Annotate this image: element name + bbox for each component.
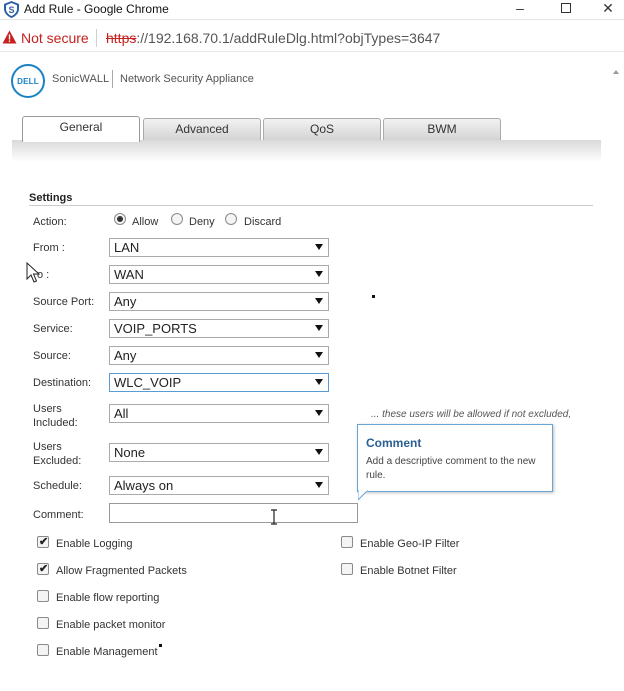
source-port-value: Any [114, 294, 137, 309]
chevron-down-icon [315, 410, 323, 416]
checkbox-enable-management-label: Enable Management [56, 646, 158, 658]
minimize-button[interactable]: – [516, 0, 524, 16]
service-label: Service: [33, 323, 73, 335]
checkbox-enable-logging[interactable] [37, 536, 49, 548]
window-title: Add Rule - Google Chrome [24, 2, 169, 16]
tab-general[interactable]: General [22, 116, 140, 142]
chevron-down-icon [315, 325, 323, 331]
users-excluded-select[interactable] [109, 443, 329, 462]
destination-value: WLC_VOIP [114, 375, 182, 390]
brand-separator [112, 70, 113, 88]
radio-deny[interactable] [171, 213, 183, 225]
users-included-hint: ... these users will be allowed if not excluded, [371, 409, 572, 420]
destination-select[interactable] [109, 373, 329, 392]
chevron-down-icon [315, 379, 323, 385]
users-excluded-value: None [114, 445, 146, 460]
window-titlebar [0, 0, 624, 20]
shield-app-icon [4, 1, 19, 18]
radio-discard-label: Discard [244, 216, 282, 228]
service-value: VOIP_PORTS [114, 321, 197, 336]
ibeam-cursor-icon [269, 509, 279, 525]
tab-bwm[interactable]: BWM [383, 118, 501, 140]
chevron-down-icon [315, 352, 323, 358]
checkbox-flow-reporting[interactable] [37, 590, 49, 602]
checkbox-enable-logging-label: Enable Logging [56, 538, 133, 550]
product-subtitle: Network Security Appliance [120, 73, 254, 85]
schedule-select[interactable] [109, 476, 329, 495]
address-bar[interactable] [0, 24, 624, 52]
source-select[interactable] [109, 346, 329, 365]
to-label: o : [37, 269, 50, 281]
users-excluded-label-line2: Excluded: [33, 455, 82, 467]
checkbox-botnet-filter[interactable] [341, 563, 353, 575]
address-separator [96, 29, 97, 47]
security-status[interactable]: Not secure [21, 30, 89, 46]
dell-logo-text: DELL [17, 77, 39, 86]
tab-qos[interactable]: QoS [263, 118, 381, 140]
source-port-label: Source Port: [33, 296, 95, 308]
destination-label: Destination: [33, 377, 92, 389]
source-port-select[interactable] [109, 292, 329, 311]
chevron-down-icon [315, 482, 323, 488]
dell-logo [11, 64, 45, 98]
chevron-down-icon [315, 244, 323, 250]
tab-advanced[interactable]: Advanced [143, 118, 261, 140]
source-value: Any [114, 348, 137, 363]
check-icon: ✔ [39, 536, 49, 548]
tooltip-title: Comment [366, 436, 422, 450]
checkbox-allow-fragmented-label: Allow Fragmented Packets [56, 565, 187, 577]
source-label: Source: [33, 350, 71, 362]
users-included-value: All [114, 406, 129, 421]
close-button[interactable]: ✕ [602, 0, 614, 16]
chevron-down-icon [315, 449, 323, 455]
checkbox-flow-reporting-label: Enable flow reporting [56, 592, 160, 604]
product-name: SonicWALL [52, 73, 110, 85]
from-select[interactable] [109, 238, 329, 257]
checkbox-geo-ip-filter-label: Enable Geo-IP Filter [360, 538, 460, 550]
checkbox-enable-management[interactable] [37, 644, 49, 656]
checkbox-packet-monitor[interactable] [37, 617, 49, 629]
from-label: From : [33, 242, 65, 254]
tooltip-body: Add a descriptive comment to the new rule. [366, 456, 536, 481]
schedule-value: Always on [114, 478, 174, 493]
comment-label: Comment: [33, 509, 84, 521]
radio-deny-label: Deny [189, 216, 215, 228]
section-divider [29, 205, 593, 206]
radio-allow[interactable] [114, 213, 126, 225]
checkbox-geo-ip-filter[interactable] [341, 536, 353, 548]
tooltip-tail [358, 490, 368, 500]
render-artifact [372, 295, 375, 298]
users-excluded-label-line1: Users [33, 441, 62, 453]
to-select[interactable] [109, 265, 329, 284]
service-select[interactable] [109, 319, 329, 338]
chevron-down-icon [315, 271, 323, 277]
scrollbar[interactable] [612, 70, 620, 670]
comment-tooltip [357, 424, 553, 492]
url-text[interactable] [106, 30, 440, 46]
schedule-label: Schedule: [33, 480, 82, 492]
section-title-settings: Settings [29, 192, 73, 204]
svg-text:S: S [8, 5, 15, 15]
checkbox-botnet-filter-label: Enable Botnet Filter [360, 565, 457, 577]
render-artifact [159, 644, 162, 647]
maximize-button[interactable] [546, 0, 586, 18]
checkbox-allow-fragmented[interactable] [37, 563, 49, 575]
check-icon: ✔ [39, 563, 49, 575]
users-included-select[interactable] [109, 404, 329, 423]
users-included-label-line2: Included: [33, 417, 78, 429]
tab-strip [12, 140, 601, 162]
action-label: Action: [33, 216, 67, 228]
from-value: LAN [114, 240, 140, 255]
maximize-icon [561, 3, 571, 13]
to-value: WAN [114, 267, 144, 282]
checkbox-packet-monitor-label: Enable packet monitor [56, 619, 166, 631]
radio-allow-label: Allow [132, 216, 159, 228]
radio-selected-dot [117, 216, 123, 222]
warning-triangle-icon [2, 30, 17, 44]
chevron-down-icon [315, 298, 323, 304]
url-scheme: https [106, 30, 137, 46]
radio-discard[interactable] [225, 213, 237, 225]
url-rest: ://192.168.70.1/addRuleDlg.html?objTypes=3647 [136, 30, 441, 46]
arrow-cursor-icon [26, 262, 40, 284]
comment-input[interactable] [109, 503, 358, 523]
users-included-label-line1: Users [33, 403, 62, 415]
